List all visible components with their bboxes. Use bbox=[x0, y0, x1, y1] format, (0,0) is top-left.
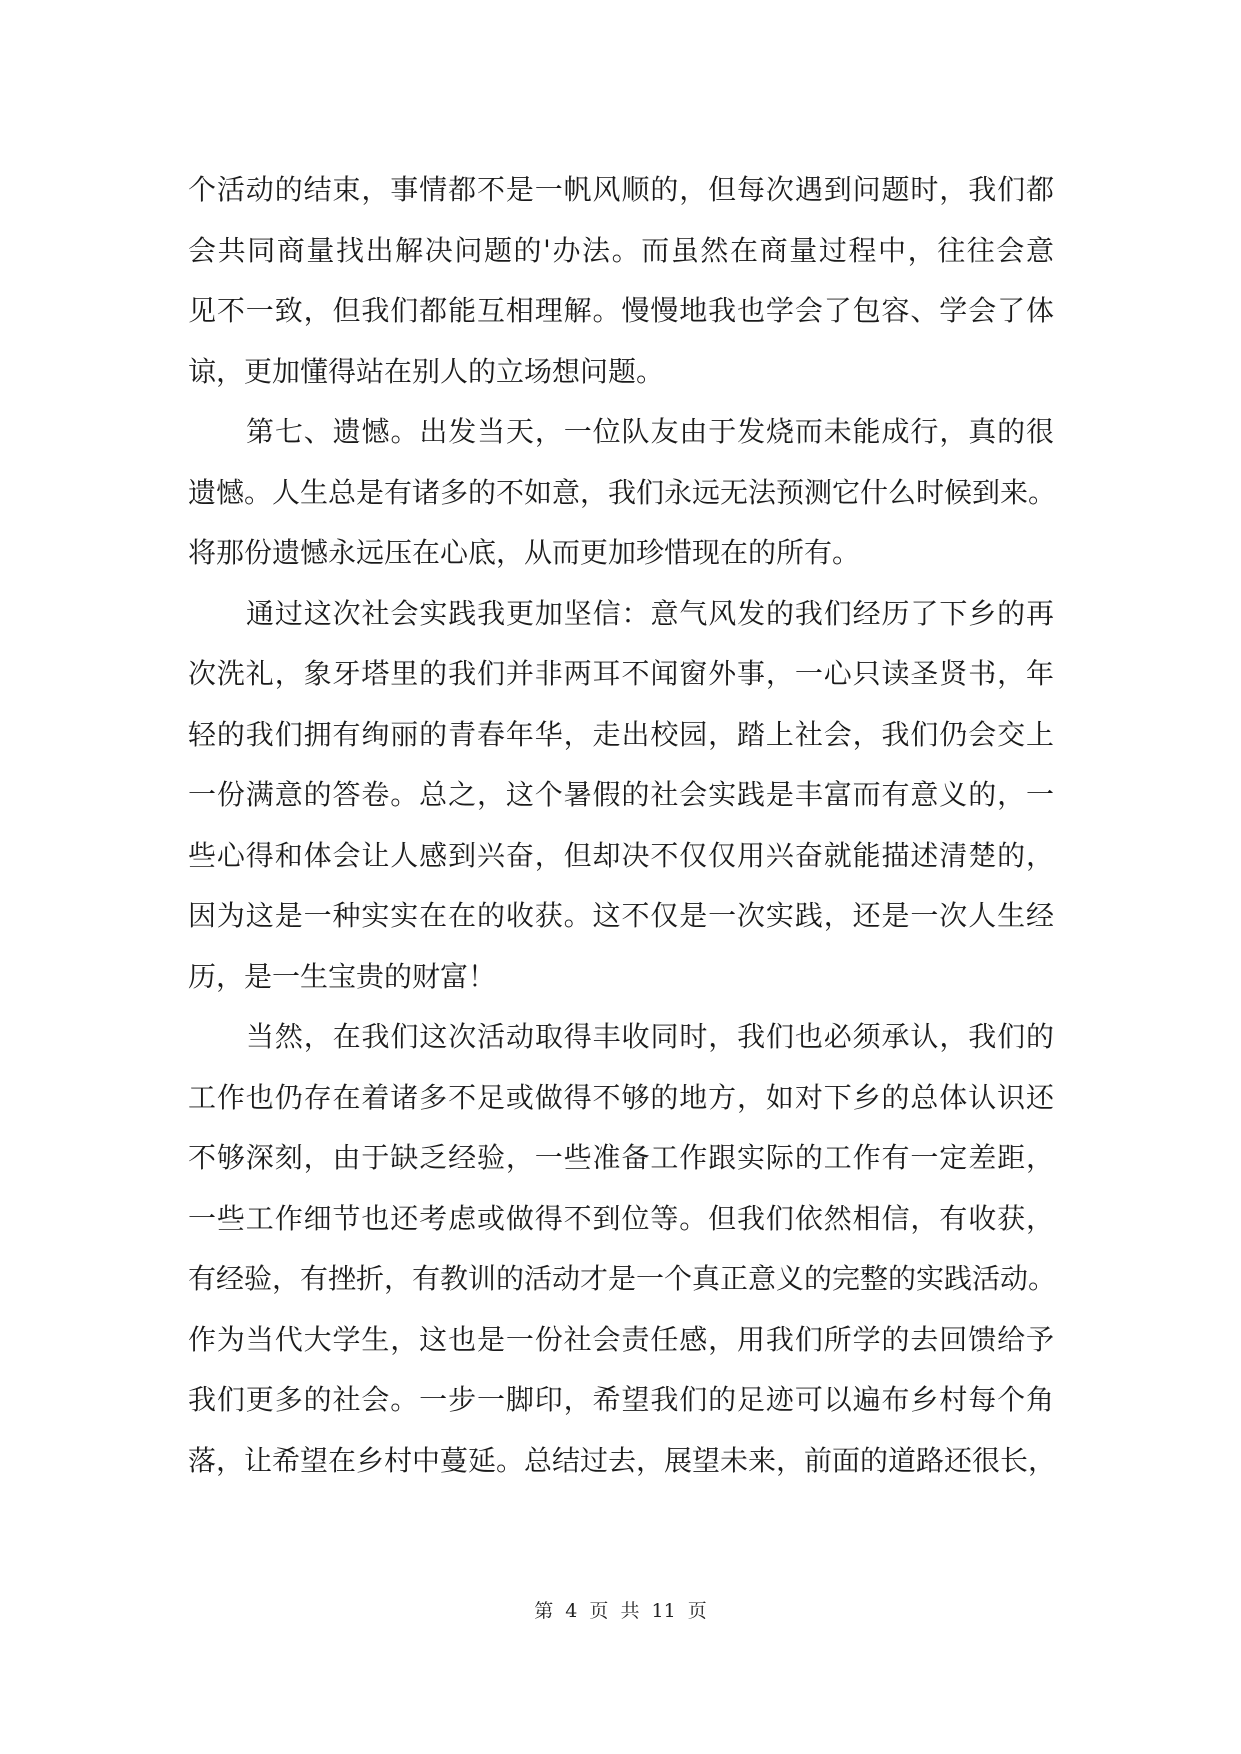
text-line: 通过这次社会实践我更加坚信：意气风发的我们经历了下乡的再 bbox=[246, 596, 1054, 630]
text-line: 见不一致，但我们都能互相理解。慢慢地我也学会了包容、学会了体 bbox=[188, 294, 1054, 327]
text-line: 一些工作细节也还考虑或做得不到位等。但我们依然相信，有收获， bbox=[188, 1201, 1054, 1235]
text-line: 不够深刻，由于缺乏经验，一些准备工作跟实际的工作有一定差距， bbox=[188, 1141, 1054, 1174]
text-line: 将那份遗憾永远压在心底，从而更加珍惜现在的所有。 bbox=[188, 536, 861, 569]
text-line: 第七、遗憾。出发当天，一位队友由于发烧而未能成行，真的很 bbox=[246, 415, 1054, 448]
text-line: 作为当代大学生，这也是一份社会责任感，用我们所学的去回馈给予 bbox=[188, 1322, 1054, 1356]
text-line: 工作也仍存在着诸多不足或做得不够的地方，如对下乡的总体认识还 bbox=[188, 1080, 1054, 1114]
text-line: 遗憾。人生总是有诸多的不如意，我们永远无法预测它什么时候到来。 bbox=[188, 475, 1057, 509]
text-line: 些心得和体会让人感到兴奋，但却决不仅仅用兴奋就能描述清楚的， bbox=[188, 838, 1054, 872]
text-line: 个活动的结束，事情都不是一帆风顺的，但每次遇到问题时，我们都 bbox=[188, 173, 1054, 206]
text-line: 历，是一生宝贵的财富！ bbox=[188, 959, 497, 993]
text-line: 我们更多的社会。一步一脚印，希望我们的足迹可以遍布乡村每个角 bbox=[188, 1383, 1054, 1416]
text-line: 轻的我们拥有绚丽的青春年华，走出校园，踏上社会，我们仍会交上 bbox=[188, 717, 1054, 751]
text-line: 有经验，有挫折，有教训的活动才是一个真正意义的完整的实践活动。 bbox=[188, 1262, 1057, 1295]
text-line: 谅，更加懂得站在别人的立场想问题。 bbox=[188, 354, 665, 388]
text-line: 次洗礼，象牙塔里的我们并非两耳不闻窗外事，一心只读圣贤书，年 bbox=[188, 657, 1054, 690]
page-footer: 第 4 页 共 11 页 bbox=[534, 1600, 707, 1622]
body-text bbox=[188, 160, 1057, 1491]
text-line: 落，让希望在乡村中蔓延。总结过去，展望未来，前面的道路还很长， bbox=[188, 1443, 1057, 1477]
text-line: 一份满意的答卷。总之，这个暑假的社会实践是丰富而有意义的，一 bbox=[188, 778, 1054, 811]
text-line: 当然，在我们这次活动取得丰收同时，我们也必须承认，我们的 bbox=[246, 1020, 1054, 1053]
text-line: 会共同商量找出解决问题的'办法。而虽然在商量过程中，往往会意 bbox=[188, 233, 1054, 267]
text-line: 因为这是一种实实在在的收获。这不仅是一次实践，还是一次人生经 bbox=[188, 899, 1054, 932]
